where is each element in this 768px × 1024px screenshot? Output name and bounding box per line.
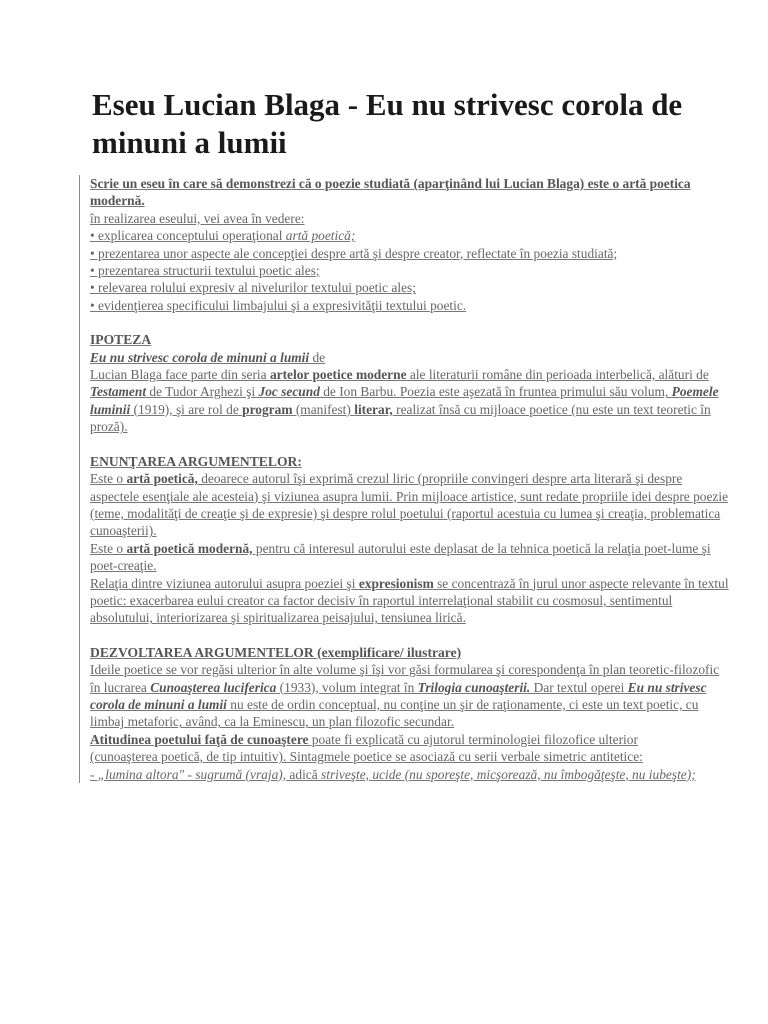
bullet-1-text: • explicarea conceptului operaţional [90,228,286,244]
enuntarea-paragraph-2 [90,540,730,575]
poem-title: Eu nu strivesc corola de minuni a lumii [90,349,310,365]
ipoteza-text: (manifest) [292,401,355,417]
paragraph-text: poate fi explicată cu ajutorul terminologiei filozofice ulterior [308,731,638,747]
ipoteza-emph: literar, [354,401,393,417]
paragraph-text: nu este de ordin conceptual, nu conţine un şir de raţionamente, ci este un text poetic, cu limbaj metaforic, având, ca la Eminescu, un plan filozofic secundar. [90,696,699,730]
bullet-2: • prezentarea unor aspecte ale concepţiei despre artă şi despre creator, reflectate în poezia studiată; [90,245,618,261]
page-title: Eseu Lucian Blaga - Eu nu strivesc corola de minuni a lumii [92,87,683,160]
ipoteza-text: Lucian Blaga face parte din seria [90,367,270,383]
paragraph-text: deoarece autorul îşi exprimă crezul liric (propriile convingeri despre arta literară şi despre aspectele esenţiale ale acesteia) şi viziunea asupra lumii. Prin mijloace artistice, sunt redate propriile idei despre poezie (teme, modalităţi de creaţie şi de expresie) şi despre rolul poetului (raportul acestuia cu lumea şi creaţia, problematica cunoaşterii). [90,471,729,539]
paragraph-text: Este o [90,471,127,487]
bullet-1-emph: artă poetică; [285,228,356,244]
dezvoltarea-paragraph-2 [90,731,730,748]
paragraph-emph: artă poetică modernă, [126,540,253,556]
paragraph-emph: striveşte, ucide (nu sporeşte, micşorează, nu îmbogăţeşte, nu iubeşte); [321,766,696,782]
paragraph-emph: Atitudinea poetului faţă de cunoaştere [90,731,309,747]
section-heading-dezvoltarea: DEZVOLTAREA ARGUMENTELOR (exemplificare/ ilustrare) [90,644,462,660]
paragraph-emph: Trilogia cunoaşterii. [417,679,531,695]
section-heading-ipoteza: IPOTEZA [90,332,152,348]
ipoteza-text: realizat însă cu mijloace poetice (nu este un text teoretic în proză). [90,401,711,435]
ipoteza-text: de Tudor Arghezi şi [146,384,259,400]
section-heading-enuntarea: ENUNŢAREA ARGUMENTELOR: [90,453,302,469]
ipoteza-emph: artelor poetice moderne [269,367,407,383]
paragraph-text: Este o [90,540,127,556]
paragraph-text: se concentrază în jurul unor aspecte relevante în textul poetic: exacerbarea eului creator ca factor decisiv în raportul interrelaţional stabilit cu cosmosul, sentimentul absolutului, interiorizarea şi spiritualizarea peisajului, tensiunea lirică. [90,575,729,626]
ipoteza-text: (1919), şi are rol de [130,401,243,417]
ipoteza-emph: Poemele luminii [90,384,719,417]
paragraph-text: Relaţia dintre viziunea autorului asupra poeziei şi [90,575,359,591]
paragraph-emph: - „lumina altora" - sugrumă (vraja), [90,766,287,782]
paragraph-text: Ideile poetice se vor regăsi ulterior în alte volume şi îşi vor găsi formularea şi corespondenţa în plan teoretic-filozofic în lucrarea [90,662,720,695]
spacer [90,627,730,644]
intro-lead: în realizarea eseului, vei avea în vedere: [90,210,305,226]
document-body [79,175,730,783]
paragraph-emph: Eu nu strivesc corola de minuni a lumii [90,679,707,712]
ipoteza-paragraph [90,349,730,436]
paragraph-text: adică [286,766,322,782]
paragraph-text: pentru că interesul autorului este deplasat de la tehnica poetică la relaţia poet-lume şi poet-creaţie. [90,540,711,574]
paragraph-emph: Cunoaşterea luciferica [150,679,277,695]
ipoteza-emph: program [242,401,293,417]
dezvoltarea-paragraph-1 [90,661,730,731]
task-statement [90,175,730,210]
paragraph-emph: expresionism [358,575,434,591]
ipoteza-text: ale literaturii române din perioada interbelică, alături de [406,367,709,383]
ipoteza-emph: Joc secund [258,384,320,400]
bullet-1 [90,227,730,244]
paragraph-emph: artă poetică, [126,471,198,487]
bullet-5: • evidenţierea specificului limbajului şi a expresivităţii textului poetic. [90,297,467,313]
bullet-3: • prezentarea structurii textului poetic ales; [90,263,320,279]
dezvoltarea-paragraph-4 [90,766,730,783]
spacer [90,314,730,331]
paragraph-text: Dar textul operei [530,679,628,695]
ipoteza-text: de Ion Barbu. Poezia este aşezată în fruntea primului său volum, [319,384,672,400]
ipoteza-emph: Testament [90,384,147,400]
task-text: Scrie un eseu în care să demonstrezi că o poezie studiată (aparţinând lui Lucian Blaga) este o artă poetica modernă. [90,176,691,209]
ipoteza-text: de [309,349,326,365]
paragraph-text: (1933), volum integrat în [276,679,418,695]
enuntarea-paragraph-3 [90,575,730,627]
bullet-4: • relevarea rolului expresiv al nivelurilor textului poetic ales; [90,280,416,296]
dezvoltarea-paragraph-3: (cunoaşterea poetică, de tip intuitiv). Sintagmele poetice se asociază cu serii verbale simetric antitetice: [90,749,643,765]
enuntarea-paragraph-1 [90,470,730,540]
spacer [90,436,730,453]
